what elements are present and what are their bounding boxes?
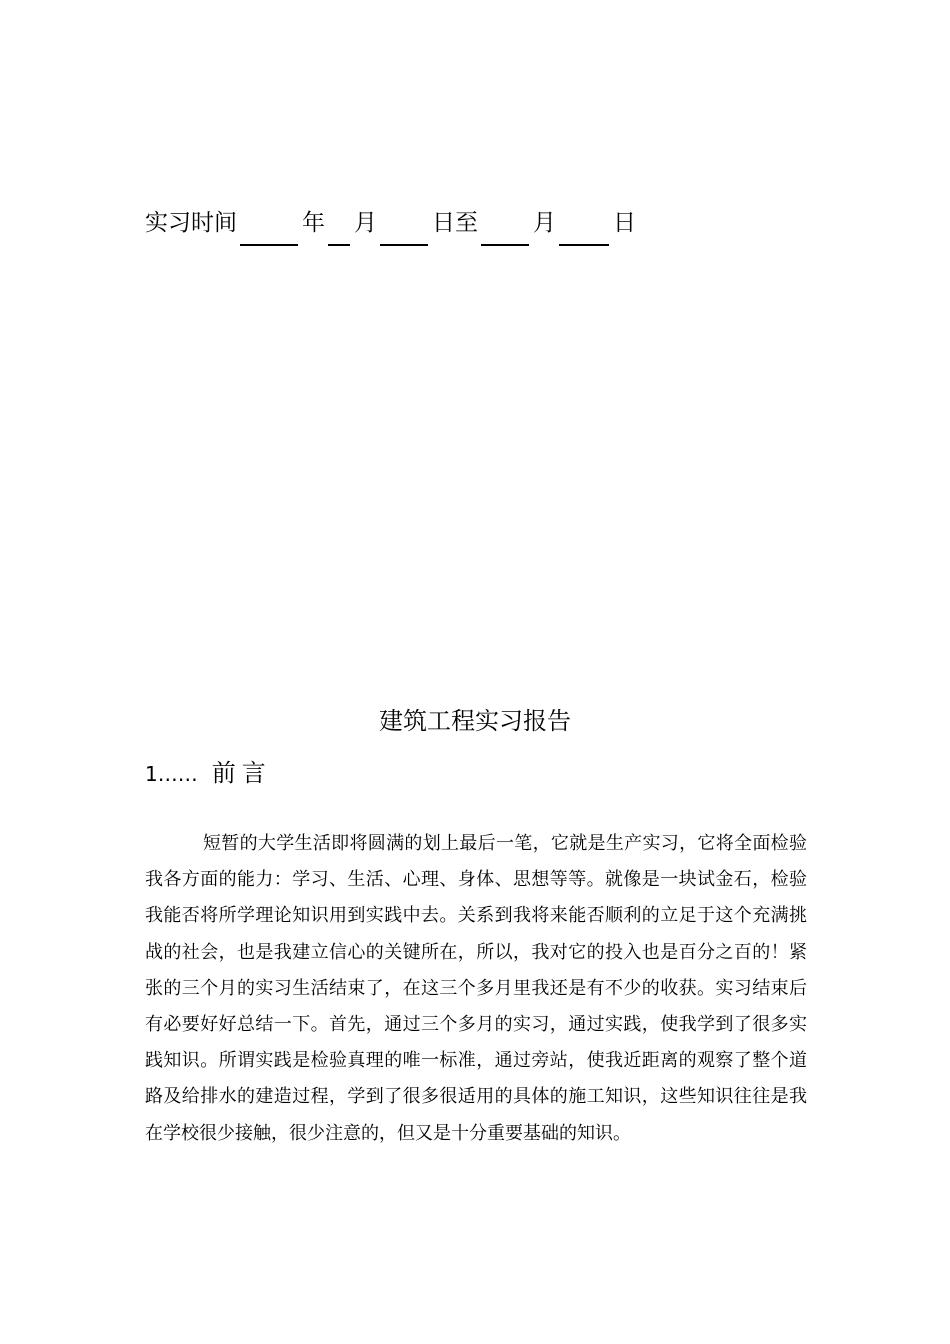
end-month-blank	[481, 214, 529, 246]
section-number: 1……	[145, 762, 198, 786]
end-month-label: 月	[533, 210, 556, 236]
section-heading	[145, 756, 272, 791]
year-label: 年	[302, 210, 325, 236]
report-title: 建筑工程实习报告	[379, 707, 571, 735]
day-to-label: 日至	[432, 210, 478, 236]
end-day-blank	[559, 214, 609, 246]
month-label: 月	[354, 210, 377, 236]
internship-time-label: 实习时间	[145, 210, 237, 236]
month-blank	[328, 214, 350, 246]
body-paragraph: 短暂的大学生活即将圆满的划上最后一笔，它就是生产实习，它将全面检验我各方面的能力：学习、生活、心理、身体、思想等等。就像是一块试金石，检验我能否将所学理论知识用到实践中去。关系到我将来能否顺利的立足于这个充满挑战的社会，也是我建立信心的关键所在，所以，我对它的投入也是百分之百的！紧张的三个月的实习生活结束了，在这三个多月里我还是有不少的收获。实习结束后有必要好好总结一下。首先，通过三个多月的实习，通过实践，使我学到了很多实践知识。所谓实践是检验真理的唯一标准，通过旁站，使我近距离的观察了整个道路及给排水的建造过程，学到了很多很适用的具体的施工知识，这些知识往往是我在学校很少接触，很少注意的，但又是十分重要基础的知识。	[145, 833, 807, 1144]
day-blank	[380, 214, 428, 246]
section-title: 前言	[211, 759, 272, 787]
end-day-label: 日	[613, 210, 636, 236]
internship-time-line	[145, 198, 636, 238]
year-blank	[240, 214, 298, 246]
